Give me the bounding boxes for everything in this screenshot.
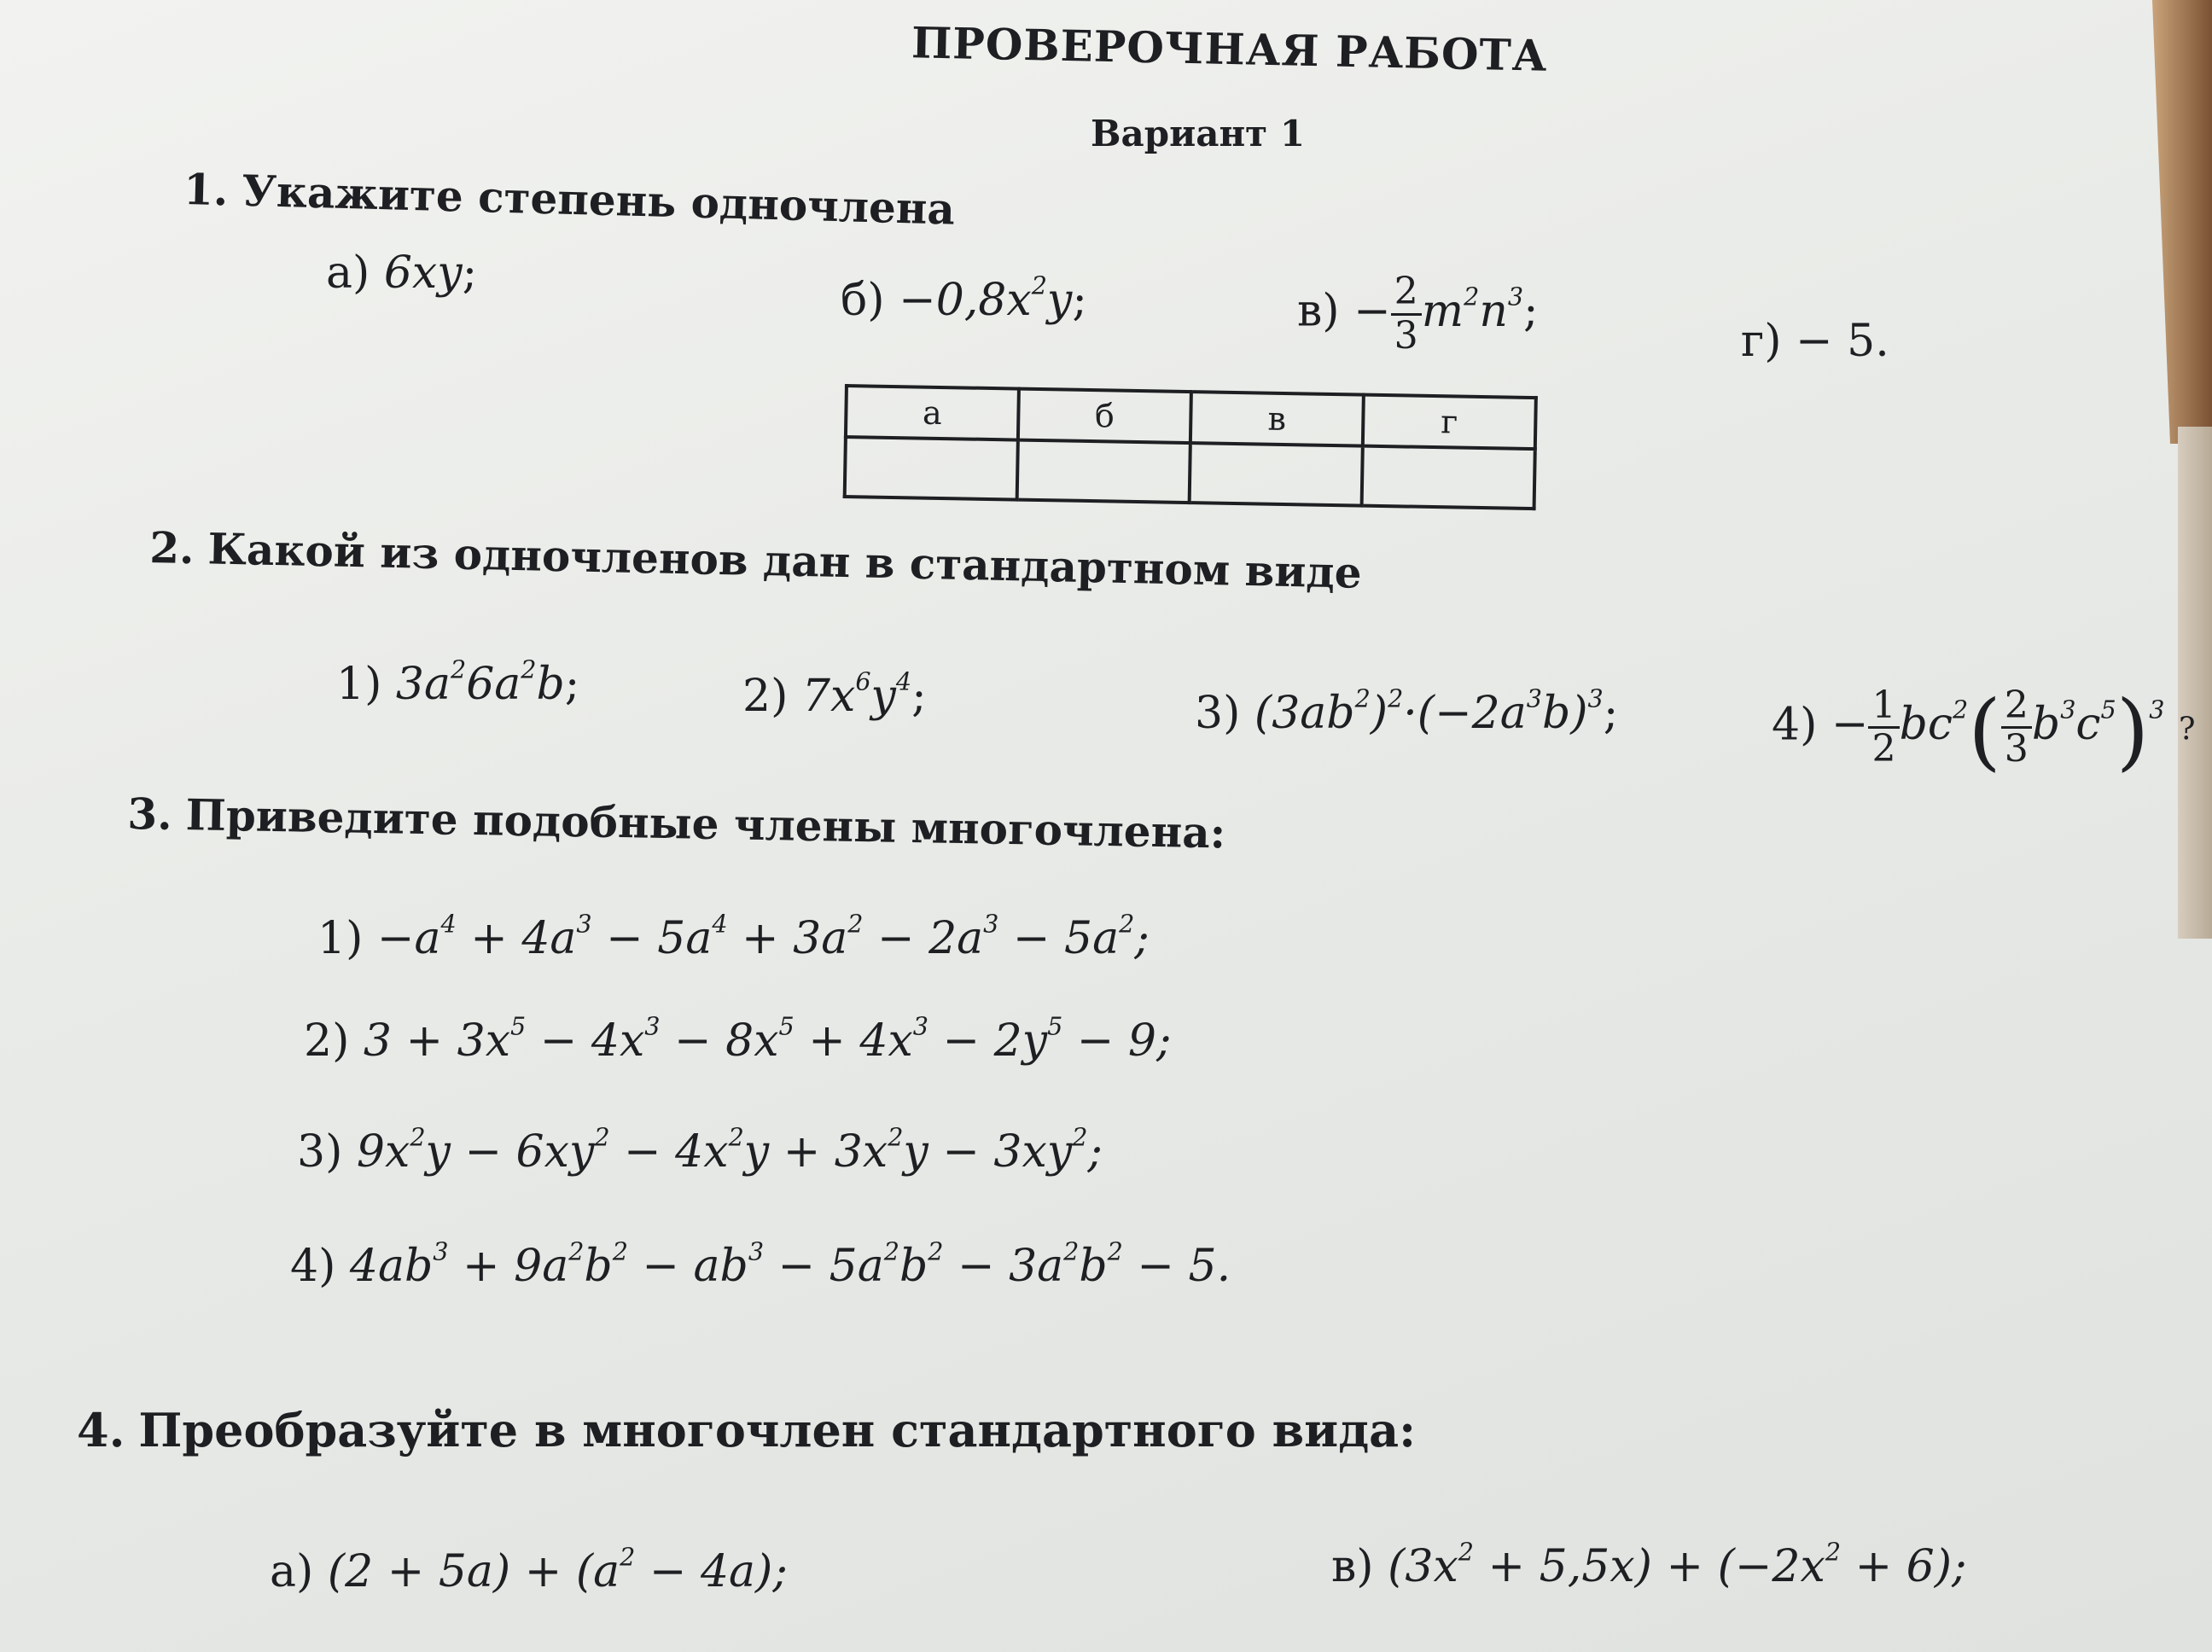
- q4-option-v: в) $(3x^2 + 5,5x) + (-2x^2 + 6)$;: [1331, 1537, 1967, 1592]
- q1-option-g: г) − 5.: [1741, 316, 1889, 367]
- question-text: Укажите степень одночлена: [241, 165, 956, 235]
- page-title: ПРОВЕРОЧНАЯ РАБОТА: [911, 17, 1549, 81]
- q2-option-3: 3) $(3ab^2)^2\cdot(-2a^3b)^3$;: [1195, 683, 1619, 739]
- q3-item-2: 2) $3 + 3x^5 - 4x^3 - 8x^5 + 4x^3 - 2y^5 - 9$;: [304, 1011, 1172, 1067]
- q2-option-1: 1) $3a^26a^2b$;: [336, 654, 580, 710]
- table-header: а: [846, 386, 1019, 440]
- table-header: в: [1190, 392, 1364, 446]
- q3-item-4: 4) $4ab^3 + 9a^2b^2 - ab^3 - 5a^2b^2 - 3a^2b^2 - 5$.: [290, 1236, 1231, 1292]
- q1-option-b: $б) -0,8x^2y$;: [841, 270, 1087, 326]
- question-2: 2. Какой из одночленов дан в стандартном виде: [148, 522, 1363, 598]
- answer-cell[interactable]: [1190, 443, 1363, 506]
- variant-label: Вариант 1: [1091, 113, 1306, 154]
- table-header: б: [1018, 389, 1191, 444]
- q2-option-4: 4) − $\frac{1}{2}$ $bc^2$( $\frac{2}{3}$ $b^3c^5)^3$ ?: [1772, 683, 2196, 781]
- q3-item-3: 3) $9x^2y - 6xy^2 - 4x^2y + 3x^2y - 3xy^2$;: [297, 1122, 1103, 1178]
- table-header: г: [1363, 395, 1536, 450]
- q4-option-a: а) $(2 + 5a) + (a^2 - 4a)$;: [270, 1542, 788, 1597]
- q2-option-2: 2) $7x^6y^4$;: [742, 666, 927, 722]
- question-number: 1.: [183, 164, 230, 216]
- answer-cell[interactable]: [1362, 446, 1535, 509]
- answer-cell[interactable]: [1017, 440, 1190, 503]
- question-4: 4. Преобразуйте в многочлен стандартного вида:: [77, 1403, 1417, 1457]
- q1-option-v: в) − $\frac{2}{3}$ $m^2n^3$;: [1297, 270, 1539, 358]
- page-edge-shadow: [2152, 0, 2212, 444]
- answer-table: [843, 384, 1538, 510]
- answer-cell[interactable]: [845, 437, 1018, 500]
- question-3: 3. Приведите подобные члены многочлена:: [126, 788, 1226, 858]
- q3-item-1: $1) -a^4 + 4a^3 - 5a^4 + 3a^2 - 2a^3 - 5a^2$;: [317, 909, 1150, 964]
- question-1: [183, 164, 955, 235]
- q1-option-a: а) 6xy;: [326, 247, 478, 299]
